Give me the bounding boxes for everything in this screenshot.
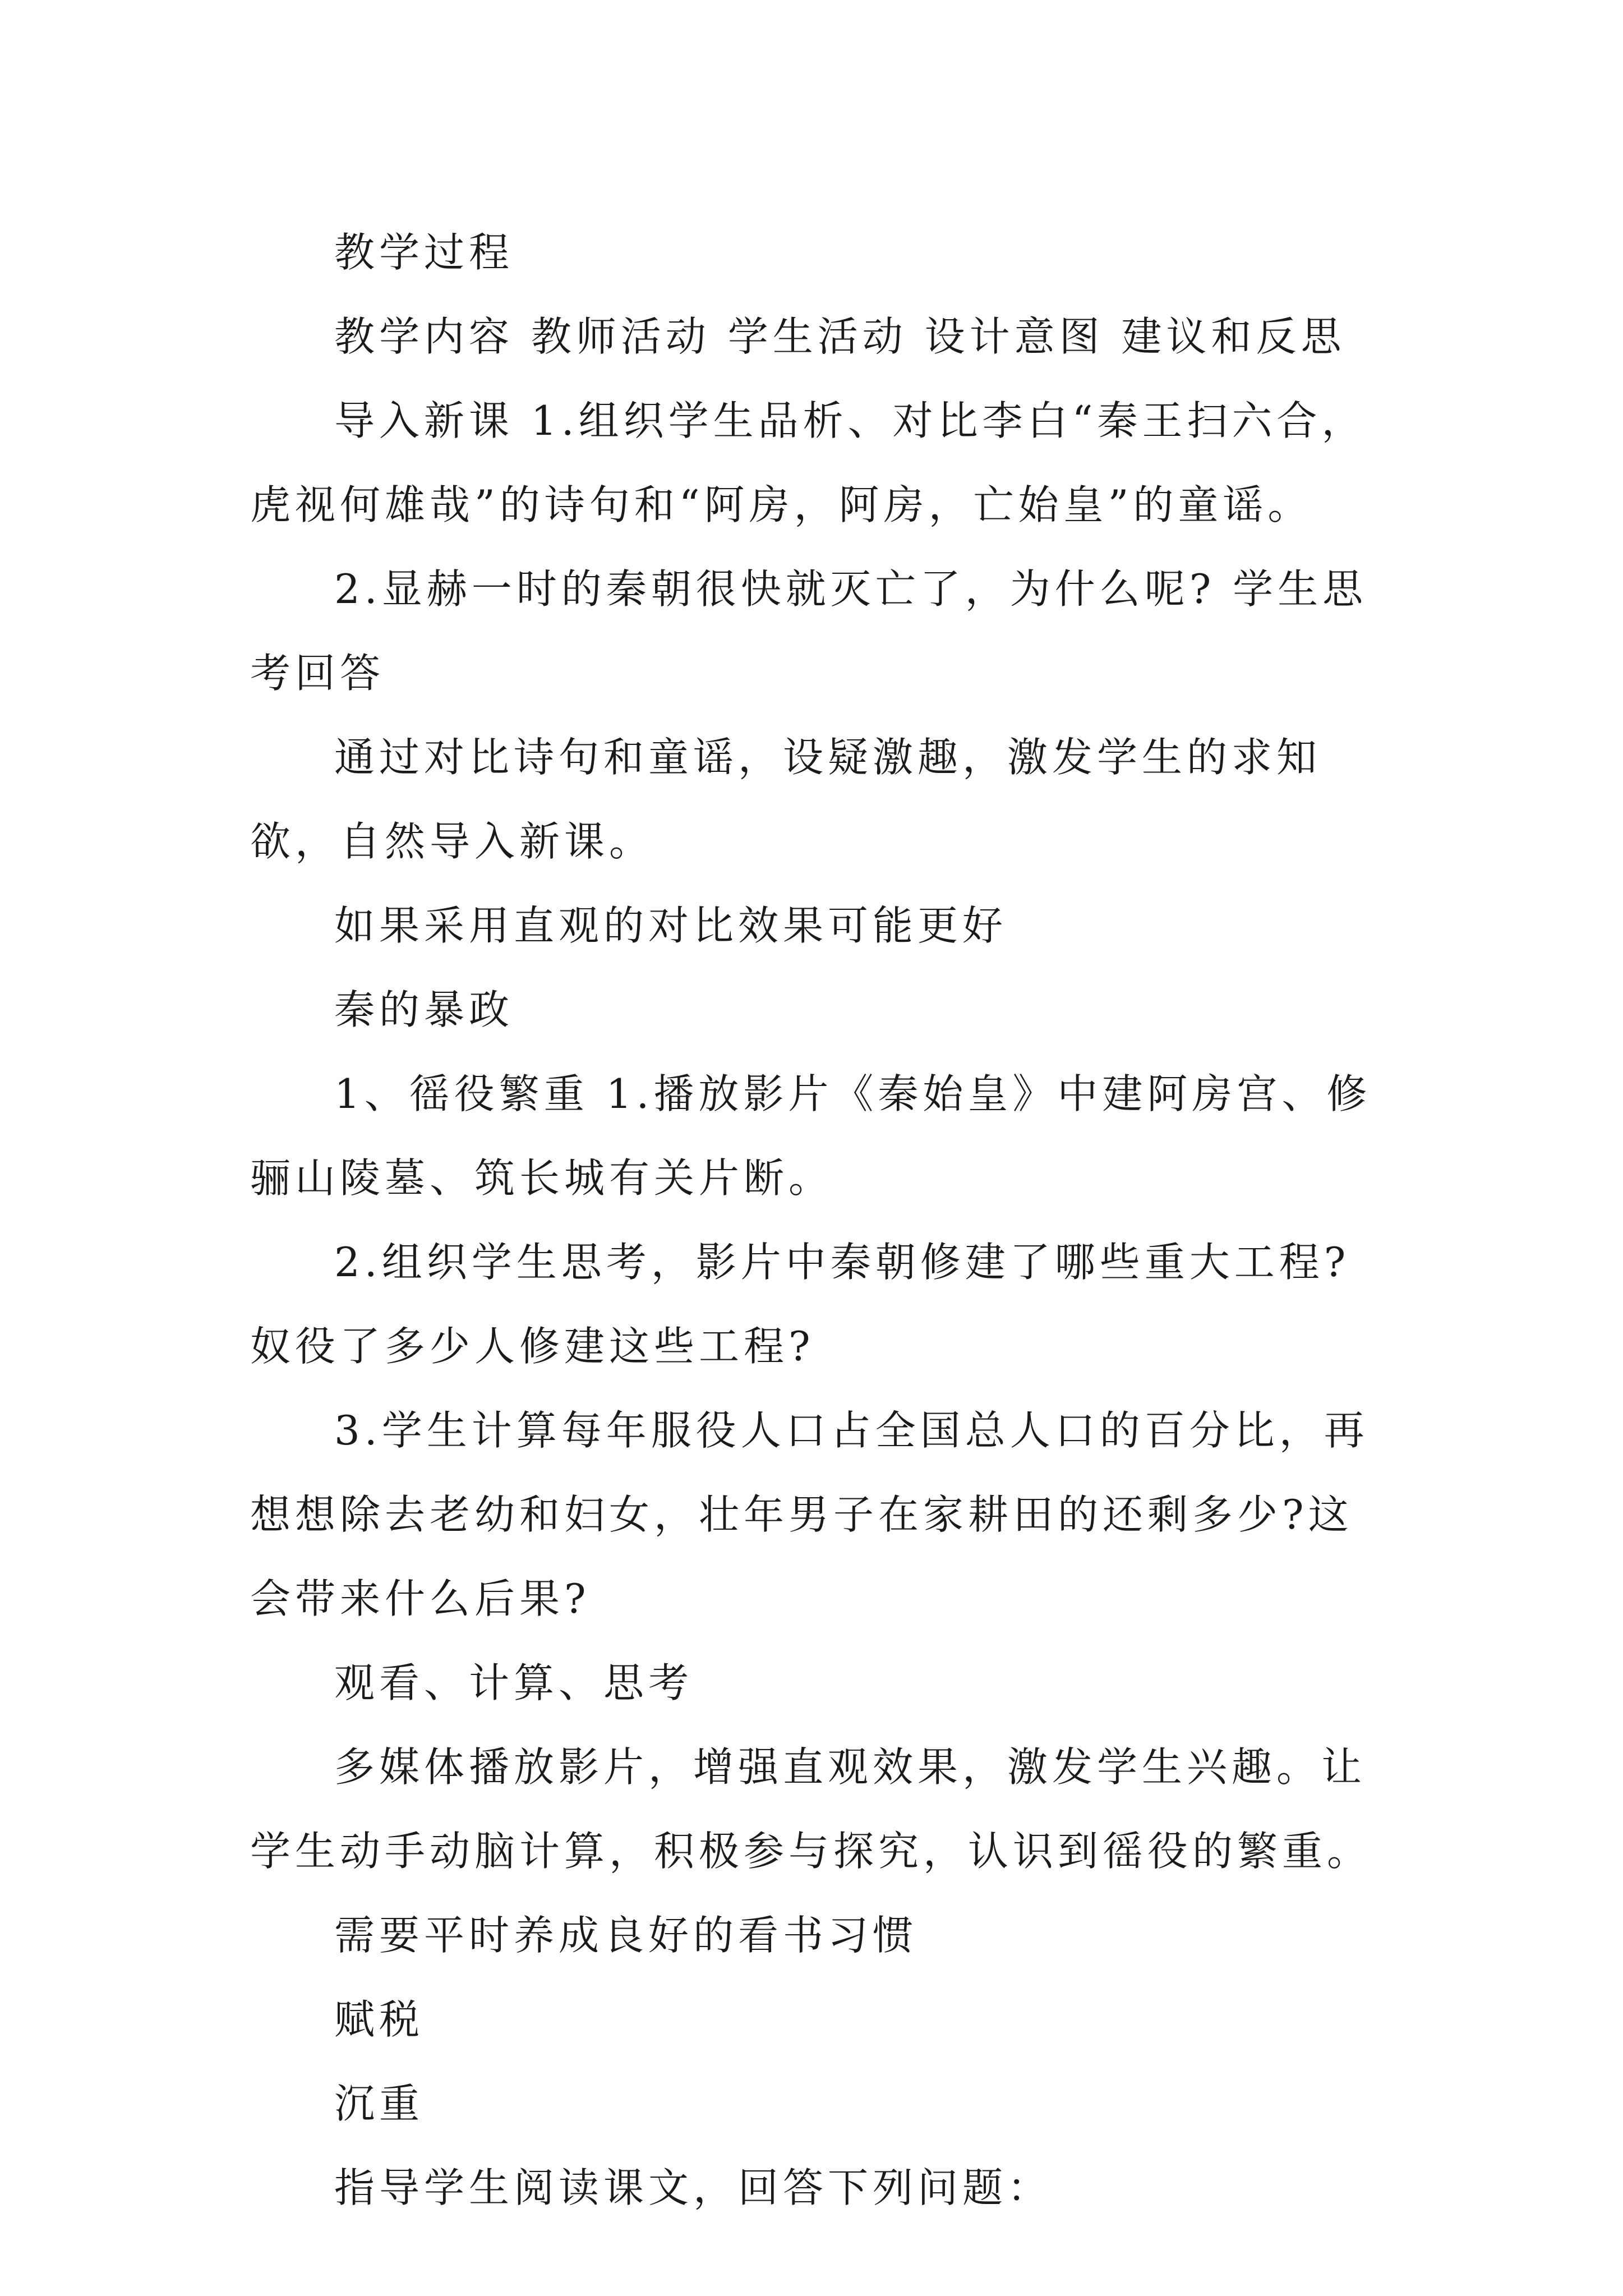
paragraph-intro-activity-1: 导入新课 1.组织学生品析、对比李白“秦王扫六合，虎视何雄哉”的诗句和“阿房，阿房，亡始皇”的童谣。 (250, 397, 1367, 528)
paragraph-student-activity: 观看、计算、思考 (334, 1659, 694, 1706)
paragraph-corvee-reflection: 需要平时养成良好的看书习惯 (334, 1912, 918, 1959)
paragraph-intro-activity-2: 2.显赫一时的秦朝很快就灭亡了，为什么呢? 学生思考回答 (250, 565, 1368, 697)
paragraph-intro-reflection: 如果采用直观的对比效果可能更好 (334, 902, 1008, 949)
paragraph-reading-guidance: 指导学生阅读课文，回答下列问题： (334, 2164, 1053, 2211)
paragraph-corvee-activity-2: 2.组织学生思考，影片中秦朝修建了哪些重大工程?奴役了多少人修建这些工程? (250, 1239, 1350, 1370)
paragraph-corvee-activity-1: 1、徭役繁重 1.播放影片《秦始皇》中建阿房宫、修骊山陵墓、筑长城有关片断。 (250, 1070, 1372, 1202)
section-heading-heavy: 沉重 (334, 2080, 425, 2127)
section-heading-qin-tyranny: 秦的暴政 (334, 986, 514, 1033)
paragraph-intro-design-intent: 通过对比诗句和童谣，设疑激趣，激发学生的求知欲，自然导入新课。 (250, 734, 1322, 865)
section-heading-teaching-process: 教学过程 (334, 229, 514, 276)
document-body (250, 210, 1391, 2230)
section-heading-taxes: 赋税 (334, 1996, 425, 2043)
table-header-row: 教学内容 教师活动 学生活动 设计意图 建议和反思 (334, 313, 1346, 360)
paragraph-corvee-activity-3: 3.学生计算每年服役人口占全国总人口的百分比，再想想除去老幼和妇女，壮年男子在家耕田的还剩多少?这会带来什么后果? (250, 1407, 1369, 1622)
paragraph-corvee-design-intent: 多媒体播放影片，增强直观效果，激发学生兴趣。让学生动手动脑计算，积极参与探究，认识到徭役的繁重。 (250, 1743, 1372, 1875)
